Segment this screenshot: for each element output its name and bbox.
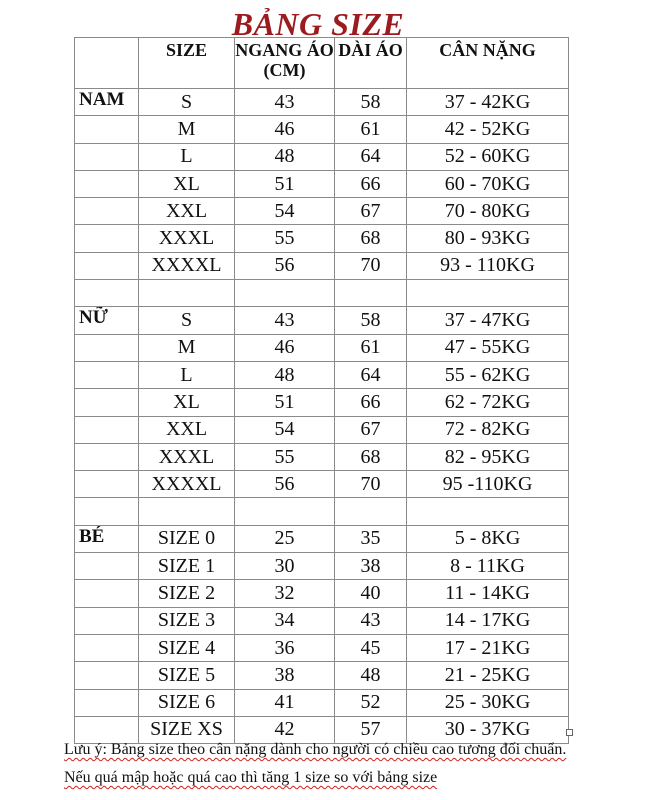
header-row xyxy=(75,38,569,89)
cell-size: SIZE 2 xyxy=(139,580,235,607)
cell-size: SIZE 4 xyxy=(139,634,235,661)
table-resize-handle[interactable] xyxy=(566,729,573,736)
table-row xyxy=(75,170,569,197)
category-cell xyxy=(75,143,139,170)
cell-size: L xyxy=(139,143,235,170)
cell-weight: 70 - 80KG xyxy=(407,198,569,225)
cell-size: XXXL xyxy=(139,225,235,252)
category-cell xyxy=(75,252,139,279)
cell-length: 70 xyxy=(335,471,407,498)
cell-length: 43 xyxy=(335,607,407,634)
cell-length: 35 xyxy=(335,525,407,552)
table-body xyxy=(75,89,569,744)
cell-length: 68 xyxy=(335,225,407,252)
cell-length: 61 xyxy=(335,116,407,143)
cell-weight: 55 - 62KG xyxy=(407,361,569,388)
empty-cell xyxy=(407,280,569,307)
header-category xyxy=(75,38,139,89)
cell-size: S xyxy=(139,89,235,116)
table-row xyxy=(75,607,569,634)
cell-width: 48 xyxy=(235,143,335,170)
size-table xyxy=(74,37,569,744)
empty-cell xyxy=(75,280,139,307)
cell-weight: 62 - 72KG xyxy=(407,389,569,416)
cell-weight: 17 - 21KG xyxy=(407,634,569,661)
category-cell xyxy=(75,689,139,716)
cell-weight: 21 - 25KG xyxy=(407,662,569,689)
table-row xyxy=(75,716,569,743)
cell-size: SIZE 3 xyxy=(139,607,235,634)
table-row xyxy=(75,143,569,170)
cell-length: 61 xyxy=(335,334,407,361)
category-cell xyxy=(75,553,139,580)
category-cell xyxy=(75,170,139,197)
cell-weight: 14 - 17KG xyxy=(407,607,569,634)
empty-cell xyxy=(407,498,569,525)
cell-size: SIZE 6 xyxy=(139,689,235,716)
cell-width: 25 xyxy=(235,525,335,552)
table-row xyxy=(75,471,569,498)
cell-width: 32 xyxy=(235,580,335,607)
cell-length: 38 xyxy=(335,553,407,580)
category-cell xyxy=(75,416,139,443)
cell-size: M xyxy=(139,116,235,143)
cell-width: 30 xyxy=(235,553,335,580)
category-cell xyxy=(75,580,139,607)
empty-cell xyxy=(139,280,235,307)
cell-length: 67 xyxy=(335,198,407,225)
cell-weight: 60 - 70KG xyxy=(407,170,569,197)
cell-width: 54 xyxy=(235,198,335,225)
spacer-row xyxy=(75,280,569,307)
table-row xyxy=(75,361,569,388)
cell-width: 55 xyxy=(235,225,335,252)
cell-size: XXXXL xyxy=(139,471,235,498)
cell-weight: 82 - 95KG xyxy=(407,443,569,470)
cell-width: 55 xyxy=(235,443,335,470)
cell-weight: 42 - 52KG xyxy=(407,116,569,143)
table-row xyxy=(75,307,569,334)
cell-weight: 72 - 82KG xyxy=(407,416,569,443)
table-row xyxy=(75,443,569,470)
table-row xyxy=(75,89,569,116)
cell-length: 68 xyxy=(335,443,407,470)
cell-width: 43 xyxy=(235,307,335,334)
cell-width: 54 xyxy=(235,416,335,443)
cell-length: 70 xyxy=(335,252,407,279)
cell-width: 51 xyxy=(235,170,335,197)
cell-weight: 30 - 37KG xyxy=(407,716,569,743)
cell-weight: 5 - 8KG xyxy=(407,525,569,552)
cell-width: 46 xyxy=(235,334,335,361)
category-cell xyxy=(75,334,139,361)
cell-length: 58 xyxy=(335,89,407,116)
table-row xyxy=(75,634,569,661)
category-cell xyxy=(75,634,139,661)
note-line-1 xyxy=(64,741,566,759)
cell-length: 67 xyxy=(335,416,407,443)
cell-width: 46 xyxy=(235,116,335,143)
cell-width: 56 xyxy=(235,471,335,498)
note-line-2 xyxy=(64,769,437,787)
table-row xyxy=(75,689,569,716)
cell-weight: 95 -110KG xyxy=(407,471,569,498)
cell-width: 38 xyxy=(235,662,335,689)
table-row xyxy=(75,252,569,279)
cell-length: 48 xyxy=(335,662,407,689)
category-cell xyxy=(75,225,139,252)
category-label: BÉ xyxy=(75,525,139,552)
cell-size: XXXL xyxy=(139,443,235,470)
category-cell xyxy=(75,389,139,416)
table-row xyxy=(75,662,569,689)
cell-size: XL xyxy=(139,389,235,416)
table-row xyxy=(75,225,569,252)
table-row xyxy=(75,580,569,607)
cell-size: XL xyxy=(139,170,235,197)
table-row xyxy=(75,389,569,416)
page-title: BẢNG SIZE xyxy=(231,6,405,42)
cell-length: 66 xyxy=(335,170,407,197)
header-length: DÀI ÁO xyxy=(335,38,407,89)
cell-weight: 47 - 55KG xyxy=(407,334,569,361)
table-row xyxy=(75,198,569,225)
category-cell xyxy=(75,443,139,470)
empty-cell xyxy=(75,498,139,525)
empty-cell xyxy=(235,498,335,525)
cell-size: XXL xyxy=(139,198,235,225)
cell-weight: 8 - 11KG xyxy=(407,553,569,580)
cell-weight: 80 - 93KG xyxy=(407,225,569,252)
header-size: SIZE xyxy=(139,38,235,89)
table-row xyxy=(75,334,569,361)
cell-weight: 37 - 47KG xyxy=(407,307,569,334)
category-label: NAM xyxy=(75,89,139,116)
cell-width: 41 xyxy=(235,689,335,716)
table-row xyxy=(75,553,569,580)
category-cell xyxy=(75,716,139,743)
cell-size: M xyxy=(139,334,235,361)
cell-length: 40 xyxy=(335,580,407,607)
cell-length: 64 xyxy=(335,143,407,170)
cell-size: SIZE XS xyxy=(139,716,235,743)
note-line-1-text: Lưu ý: Bảng size theo cân nặng dành cho người có chiều cao tương đối chuẩn. xyxy=(64,741,567,758)
category-label: NỮ xyxy=(75,307,139,334)
cell-size: S xyxy=(139,307,235,334)
empty-cell xyxy=(235,280,335,307)
empty-cell xyxy=(335,280,407,307)
note-line-2-text: Nếu quá mập hoặc quá cao thì tăng 1 size so với bảng size xyxy=(64,769,438,786)
category-cell xyxy=(75,607,139,634)
empty-cell xyxy=(335,498,407,525)
cell-length: 66 xyxy=(335,389,407,416)
table-row xyxy=(75,416,569,443)
header-weight: CÂN NẶNG xyxy=(407,38,569,89)
empty-cell xyxy=(139,498,235,525)
cell-size: XXL xyxy=(139,416,235,443)
cell-length: 64 xyxy=(335,361,407,388)
category-cell xyxy=(75,471,139,498)
cell-weight: 25 - 30KG xyxy=(407,689,569,716)
cell-length: 58 xyxy=(335,307,407,334)
cell-width: 36 xyxy=(235,634,335,661)
header-width: NGANG ÁO (CM) xyxy=(235,38,335,89)
cell-width: 56 xyxy=(235,252,335,279)
cell-width: 43 xyxy=(235,89,335,116)
category-cell xyxy=(75,662,139,689)
table-row xyxy=(75,116,569,143)
cell-width: 34 xyxy=(235,607,335,634)
cell-width: 51 xyxy=(235,389,335,416)
cell-weight: 93 - 110KG xyxy=(407,252,569,279)
category-cell xyxy=(75,361,139,388)
cell-length: 52 xyxy=(335,689,407,716)
cell-size: SIZE 1 xyxy=(139,553,235,580)
cell-length: 57 xyxy=(335,716,407,743)
cell-size: L xyxy=(139,361,235,388)
cell-length: 45 xyxy=(335,634,407,661)
table-row xyxy=(75,525,569,552)
cell-weight: 11 - 14KG xyxy=(407,580,569,607)
category-cell xyxy=(75,116,139,143)
cell-width: 48 xyxy=(235,361,335,388)
cell-size: SIZE 0 xyxy=(139,525,235,552)
cell-size: SIZE 5 xyxy=(139,662,235,689)
cell-width: 42 xyxy=(235,716,335,743)
category-cell xyxy=(75,198,139,225)
cell-weight: 37 - 42KG xyxy=(407,89,569,116)
spacer-row xyxy=(75,498,569,525)
cell-weight: 52 - 60KG xyxy=(407,143,569,170)
cell-size: XXXXL xyxy=(139,252,235,279)
